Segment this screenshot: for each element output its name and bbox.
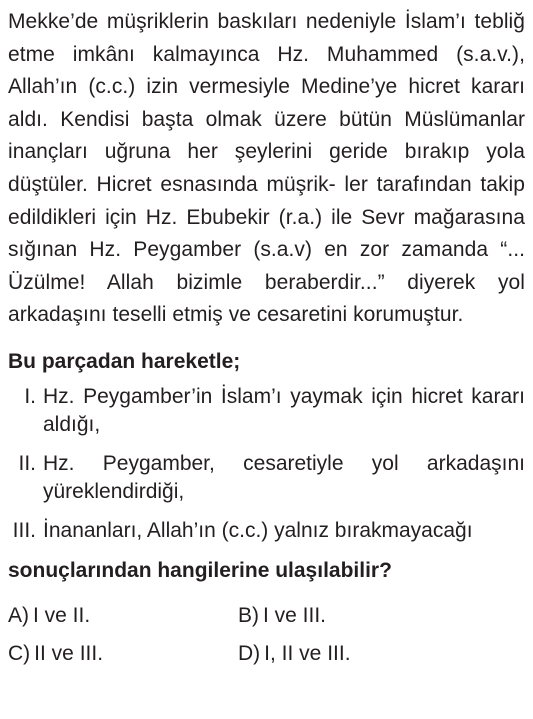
question-prompt: sonuçlarından hangilerine ulaşılabilir? [8, 558, 392, 582]
option-text: II ve III. [34, 641, 104, 665]
statement-numeral: I. [24, 384, 36, 408]
option-letter: D) [238, 641, 261, 665]
option-b[interactable] [238, 603, 508, 629]
option-text: I ve II. [33, 603, 91, 627]
statement-list [8, 383, 525, 545]
question-stem: Bu parçadan hareketle; [8, 349, 241, 373]
answer-options [8, 603, 525, 667]
option-a[interactable] [8, 603, 238, 629]
passage-line: beraberdir...” diyerek yol arkadaşını teselli etmiş [8, 270, 525, 327]
option-c[interactable] [8, 641, 238, 667]
passage-line: (r.a.) ile Sevr mağarasına sığınan Hz. Peygamber [8, 205, 525, 262]
option-letter: A) [8, 603, 29, 627]
statement-item [8, 517, 525, 545]
statement-item [8, 383, 525, 439]
passage-line: tebliğ etme imkânı kalmayınca Hz. Muhammed [8, 10, 525, 66]
statement-numeral: II. [18, 451, 36, 475]
passage-line: bırakıp yola düştüler. Hicret esnasında müşrik- [8, 140, 525, 196]
statement-numeral: III. [12, 518, 36, 542]
passage-line: (s.a.v.), Allah’ın (c.c.) izin vermesiyle Medine’ye [8, 42, 525, 99]
passage-line: Mekke’de müşriklerin baskıları nedeniyle İslam’ı [8, 10, 466, 33]
statement-text: İnananları, Allah’ın (c.c.) yalnız bırakmayacağı [43, 518, 473, 542]
question-card [8, 6, 525, 667]
statement-text: Hz. Peygamber, cesaretiyle yol arkadaşını yüreklendirdiği, [43, 451, 525, 503]
option-text: I ve III. [263, 603, 327, 627]
option-d[interactable] [238, 641, 508, 667]
statement-item [8, 450, 525, 506]
statement-text: Hz. Peygamber’in İslam’ı yaymak için hicret kararı aldığı, [43, 384, 525, 436]
passage-text [8, 6, 525, 332]
passage-line: ler tarafından takip edildikleri için Hz. Ebubekir [8, 172, 525, 229]
passage-line: hicret kararı aldı. Kendisi başta olmak üzere bütün [8, 75, 526, 131]
option-text: I, II ve III. [264, 641, 351, 665]
option-letter: B) [238, 603, 259, 627]
option-letter: C) [8, 641, 31, 665]
passage-line: (s.a.v) en zor zamanda “... Üzülme! Allah bizimle [8, 238, 525, 294]
passage-line: Müslümanlar inançları uğruna her şeylerini geride [8, 107, 525, 164]
passage-line: ve cesaretini korumuştur. [228, 303, 464, 327]
